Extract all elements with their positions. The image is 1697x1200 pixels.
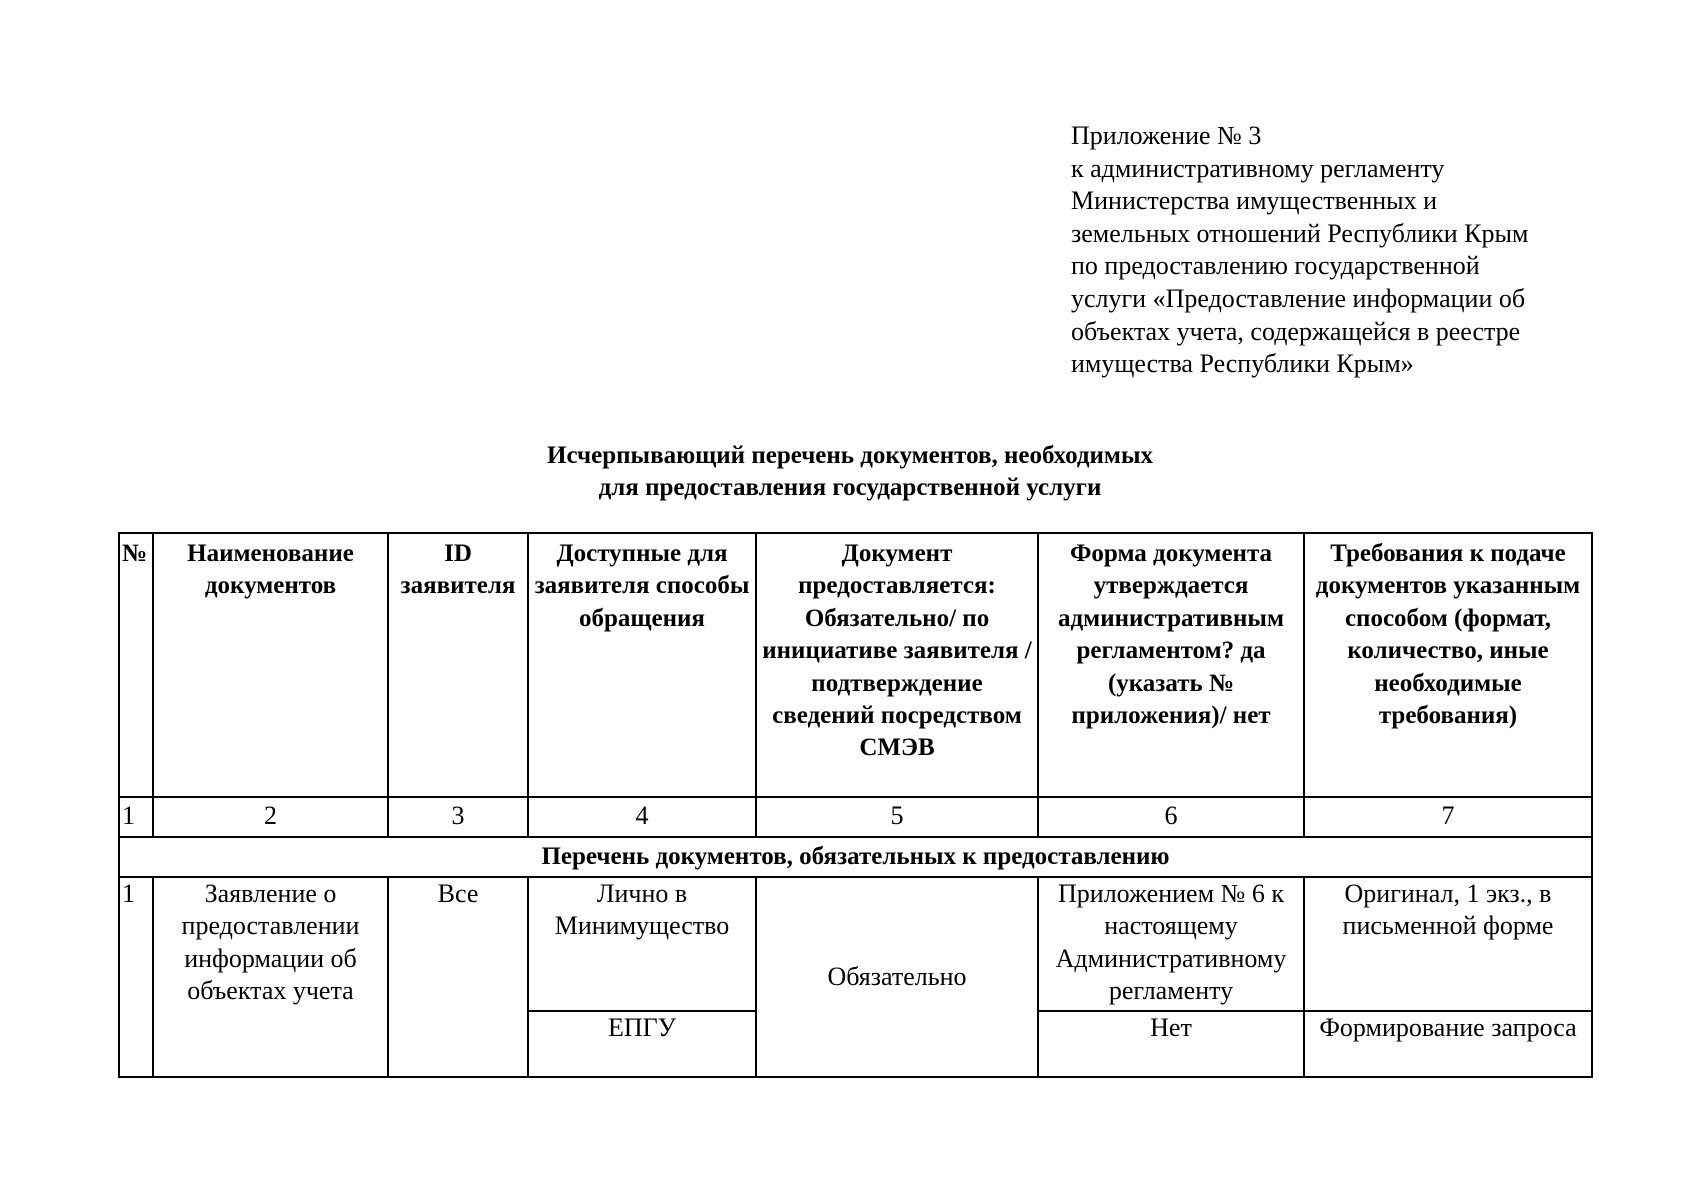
appendix-line: услуги «Предоставление информации об	[1071, 283, 1526, 313]
requirements-cell: Оригинал, 1 экз., в письменной форме	[1304, 877, 1592, 1011]
header-row	[119, 533, 1592, 797]
header-document-provision: Документ предоставляется: Обязательно/ по инициативе заявителя /подтверждение сведений посредством СМЭВ	[756, 533, 1038, 797]
appendix-block	[1071, 120, 1631, 381]
appendix-line: Приложение № 3	[1071, 121, 1262, 150]
appendix-line: земельных отношений Республики Крым	[1071, 218, 1529, 248]
applicant-id-cell: Все	[388, 877, 528, 1077]
provision-cell: Обязательно	[756, 877, 1038, 1077]
column-number: 3	[388, 797, 528, 837]
header-access-methods: Доступные для заявителя способы обращения	[528, 533, 756, 797]
column-number: 1	[119, 797, 153, 837]
section-row	[119, 837, 1592, 877]
appendix-line: Министерства имущественных и	[1071, 186, 1438, 216]
access-method-cell: Лично в Минимущество	[528, 877, 756, 1011]
section-title: Перечень документов, обязательных к предоставлению	[119, 837, 1592, 877]
header-document-form: Форма документа утверждается административным регламентом? да (указать № приложения)/ нет	[1038, 533, 1304, 797]
header-document-name: Наименование документов	[153, 533, 388, 797]
table-row	[119, 877, 1592, 1011]
column-number-row	[119, 797, 1592, 837]
header-requirements: Требования к подаче документов указанным способом (формат, количество, иные необходимые требования)	[1304, 533, 1592, 797]
documents-table	[118, 532, 1593, 1078]
row-number: 1	[119, 877, 153, 1077]
document-form-cell: Приложением № 6 к настоящему Административному регламенту	[1038, 877, 1304, 1011]
column-number: 5	[756, 797, 1038, 837]
appendix-line: имущества Республики Крым»	[1071, 349, 1414, 379]
document-title	[300, 440, 1400, 504]
appendix-line: по предоставлению государственной	[1071, 251, 1480, 281]
header-number: №	[119, 533, 153, 797]
document-title-line-1: Исчерпывающий перечень документов, необходимых	[547, 442, 1153, 469]
column-number: 2	[153, 797, 388, 837]
header-applicant-id: ID заявителя	[388, 533, 528, 797]
column-number: 7	[1304, 797, 1592, 837]
document-form-cell: Нет	[1038, 1011, 1304, 1077]
appendix-line: к административному регламенту	[1071, 153, 1445, 183]
document-name-cell: Заявление о предоставлении информации об объектах учета	[153, 877, 388, 1077]
appendix-line: объектах учета, содержащейся в реестре	[1071, 316, 1521, 346]
column-number: 4	[528, 797, 756, 837]
access-method-cell: ЕПГУ	[528, 1011, 756, 1077]
requirements-cell: Формирование запроса	[1304, 1011, 1592, 1077]
document-title-line-2: для предоставления государственной услуги	[598, 474, 1102, 501]
column-number: 6	[1038, 797, 1304, 837]
